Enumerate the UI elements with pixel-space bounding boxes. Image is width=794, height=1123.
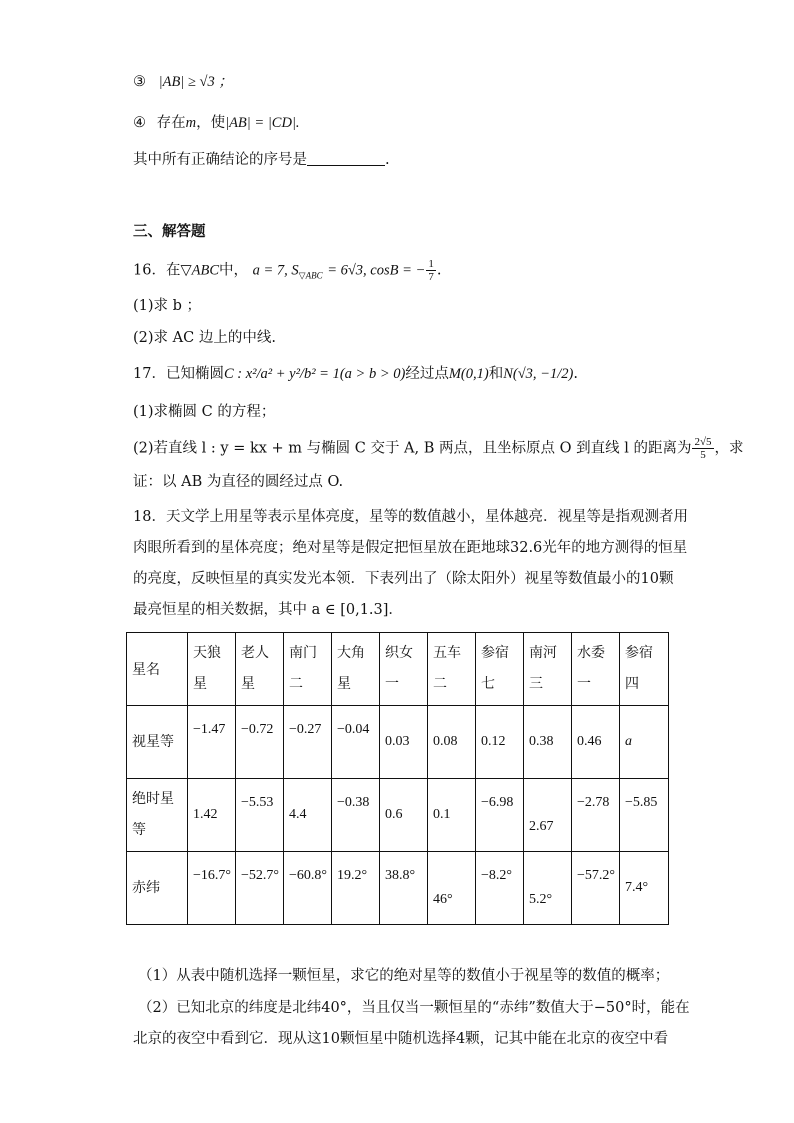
- star-name-line1: 水委: [577, 645, 605, 661]
- item-3-expr: |AB| ≥ √3 ；: [158, 74, 233, 90]
- table-cell: [236, 779, 284, 852]
- cell-value: a: [625, 734, 632, 749]
- q18-line-3: 的亮度，反映恒星的真实发光本领．下表列出了（除太阳外）视星等数值最小的10颗: [133, 571, 674, 587]
- star-name-line2: 星: [241, 676, 255, 692]
- cell-value: −5.85: [625, 795, 658, 810]
- cell-value: 2.67: [529, 819, 554, 834]
- star-name-line1: 南河: [529, 645, 557, 661]
- table-cell: [332, 706, 380, 779]
- row-label-line1: 视星等: [132, 733, 174, 750]
- q17-equation: C : x²/a² + y²/b² = 1(a > b > 0): [223, 366, 406, 382]
- q17-lead: 17．已知椭圆: [133, 366, 224, 382]
- table-cell: [620, 852, 669, 925]
- star-name-line1: 老人: [241, 645, 269, 661]
- q16-cond2: = 6√3, cosB = −: [327, 262, 426, 279]
- row-label: [127, 779, 188, 852]
- table-cell: [428, 852, 476, 925]
- star-name-3: [332, 633, 380, 706]
- cell-value: 0.46: [577, 734, 602, 749]
- cell-value: −52.7°: [241, 868, 279, 883]
- cell-value: 7.4°: [625, 880, 649, 895]
- q18-part-2-cont: 北京的夜空中看到它．现从这10颗恒星中随机选择4颗，记其中能在北京的夜空中看: [133, 1031, 669, 1047]
- star-name-5: [428, 633, 476, 706]
- star-name-line2: 七: [481, 676, 495, 692]
- row-label-line2: 等: [132, 822, 146, 838]
- cell-value: 0.12: [481, 734, 506, 749]
- table-cell: [380, 779, 428, 852]
- q18-line-4: 最亮恒星的相关数据，其中 a ∈ [0,1.3]．: [133, 602, 403, 618]
- cell-value: −0.27: [289, 722, 322, 737]
- q17-frac-num: 2√5: [694, 436, 712, 448]
- row-label-line1: 绝时星: [132, 791, 174, 807]
- star-name-line2: 四: [625, 676, 639, 692]
- cell-value: 38.8°: [385, 868, 416, 883]
- star-name-line2: 一: [385, 676, 399, 692]
- star-name-line2: 二: [433, 676, 447, 692]
- row-label: [127, 852, 188, 925]
- cell-value: 0.08: [433, 734, 458, 749]
- table-cell: [380, 852, 428, 925]
- cell-value: −6.98: [481, 795, 514, 810]
- q16-frac-den: 7: [428, 271, 434, 283]
- table-cell: [572, 706, 620, 779]
- table-cell: [620, 706, 669, 779]
- q16-sub: ▽ABC: [298, 270, 323, 281]
- q17-stem: [133, 364, 578, 384]
- q16-lead: 16．在: [133, 262, 181, 279]
- conclusion-end: .: [385, 152, 390, 168]
- cell-value: 1.42: [193, 807, 218, 822]
- q18-line-1: 18．天文学上用星等表示星体亮度，星等的数值越小，星体越亮．视星等是指观测者用: [133, 509, 688, 525]
- q17-via: 经过点: [405, 366, 449, 382]
- item-4-marker: ④: [133, 115, 146, 131]
- table-cell: [524, 779, 572, 852]
- table-cell: [284, 852, 332, 925]
- star-name-4: [380, 633, 428, 706]
- table-cell: [284, 706, 332, 779]
- q17-and: 和: [488, 366, 504, 382]
- table-cell: [476, 706, 524, 779]
- item-4-text-a: 存在: [156, 115, 186, 131]
- item-4-var: m: [185, 115, 197, 131]
- table-row: [127, 779, 669, 852]
- q17-part-2: [133, 436, 744, 461]
- table-cell: [572, 852, 620, 925]
- star-name-line1: 织女: [385, 645, 413, 661]
- table-cell: [572, 779, 620, 852]
- q16-mid: 中，: [219, 262, 248, 279]
- star-name-line1: 五车: [433, 645, 461, 661]
- conclusion-text: 其中所有正确结论的序号是: [133, 152, 307, 168]
- cell-value: 0.6: [385, 807, 403, 822]
- q16-part-2: (2)求 AC 边上的中线.: [133, 330, 276, 346]
- table-row: [127, 852, 669, 925]
- cell-value: 4.4: [289, 807, 307, 822]
- table-cell: [524, 706, 572, 779]
- star-name-line1: 南门: [289, 645, 317, 661]
- table-cell: [524, 852, 572, 925]
- q17-end: .: [573, 366, 578, 382]
- section-title: 三、解答题: [133, 223, 206, 240]
- item-4: [133, 113, 300, 133]
- q18-part-1: （1）从表中随机选择一颗恒星，求它的绝对星等的数值小于视星等的数值的概率；: [138, 968, 670, 984]
- star-name-8: [572, 633, 620, 706]
- table-cell: [236, 852, 284, 925]
- table-cell: [236, 706, 284, 779]
- q17-fraction: [692, 436, 713, 461]
- star-name-line1: 天狼: [193, 645, 221, 661]
- star-name-6: [476, 633, 524, 706]
- cell-value: 19.2°: [337, 868, 368, 883]
- cell-value: −57.2°: [577, 868, 615, 883]
- q17-part-2-cont: 证：以 AB 为直径的圆经过点 O.: [133, 474, 344, 490]
- table-cell: [476, 779, 524, 852]
- table-cell: [188, 779, 236, 852]
- q17-point-m: M(0,1): [448, 366, 489, 382]
- table-cell: [332, 779, 380, 852]
- q17-frac-den: 5: [700, 449, 706, 461]
- star-name-7: [524, 633, 572, 706]
- cell-value: −0.04: [337, 722, 370, 737]
- item-4-text-b: ，使: [196, 115, 226, 131]
- star-name-line2: 星: [193, 676, 207, 692]
- star-name-9: [620, 633, 669, 706]
- table-cell: [380, 706, 428, 779]
- q16-fraction: [426, 258, 436, 283]
- cell-value: 0.38: [529, 734, 554, 749]
- star-name-2: [284, 633, 332, 706]
- row-label-line1: 赤纬: [132, 879, 160, 896]
- item-3-marker: ③: [133, 74, 146, 90]
- star-name-line1: 参宿: [625, 645, 653, 661]
- answer-blank[interactable]: [307, 151, 385, 166]
- table-cell: [188, 852, 236, 925]
- cell-value: −8.2°: [481, 868, 512, 883]
- table-cell: [332, 852, 380, 925]
- q17-point-n: N(√3, −1/2): [503, 366, 574, 382]
- cell-value: −0.38: [337, 795, 370, 810]
- cell-value: −1.47: [193, 722, 226, 737]
- q17-part-2-text: (2)若直线 l : y = kx + m 与椭圆 C 交于 A, B 两点，且坐标原点 O 到直线 l 的距离为: [133, 440, 692, 457]
- cell-value: 5.2°: [529, 892, 553, 907]
- star-name-line1: 大角: [337, 645, 365, 661]
- cell-value: −5.53: [241, 795, 274, 810]
- star-name-0: [188, 633, 236, 706]
- table-cell: [476, 852, 524, 925]
- star-name-line2: 一: [577, 676, 591, 692]
- table-row: [127, 706, 669, 779]
- q16-part-1: (1)求 b ；: [133, 298, 202, 314]
- star-data-table: [126, 632, 669, 925]
- conclusion-line: [133, 150, 390, 170]
- q17-part-2-end: ，求: [714, 440, 744, 457]
- row-label: [127, 706, 188, 779]
- cell-value: 0.03: [385, 734, 410, 749]
- star-name-1: [236, 633, 284, 706]
- q16-stem: [133, 258, 441, 285]
- q18-line-2: 肉眼所看到的星体亮度；绝对星等是假定把恒星放在距地球32.6光年的地方测得的恒星: [133, 540, 688, 556]
- star-name-line2: 二: [289, 676, 303, 692]
- cell-value: 0.1: [433, 807, 451, 822]
- table-cell: [188, 706, 236, 779]
- item-3: [133, 72, 233, 92]
- cell-value: 46°: [433, 892, 453, 907]
- star-name-line1: 参宿: [481, 645, 509, 661]
- cell-value: −60.8°: [289, 868, 327, 883]
- q16-triangle: ▽ABC: [180, 262, 219, 279]
- q16-cond: a = 7, S: [252, 262, 299, 279]
- cell-value: −16.7°: [193, 868, 231, 883]
- cell-value: −0.72: [241, 722, 274, 737]
- star-name-line2: 三: [529, 676, 543, 692]
- q16-frac-num: 1: [428, 258, 434, 270]
- table-cell: [428, 706, 476, 779]
- star-name-line2: 星: [337, 676, 351, 692]
- item-4-expr: |AB| = |CD|.: [225, 115, 300, 131]
- table-cell: [428, 779, 476, 852]
- table-cell: [284, 779, 332, 852]
- table-cell: [620, 779, 669, 852]
- q16-end: .: [436, 262, 442, 279]
- q18-part-2: （2）已知北京的纬度是北纬40°，当且仅当一颗恒星的“赤纬”数值大于−50°时，能在: [138, 1000, 690, 1016]
- q17-part-1: (1)求椭圆 C 的方程；: [133, 404, 276, 420]
- header-label: 星名: [127, 633, 188, 706]
- cell-value: −2.78: [577, 795, 610, 810]
- table-header-row: [127, 633, 669, 706]
